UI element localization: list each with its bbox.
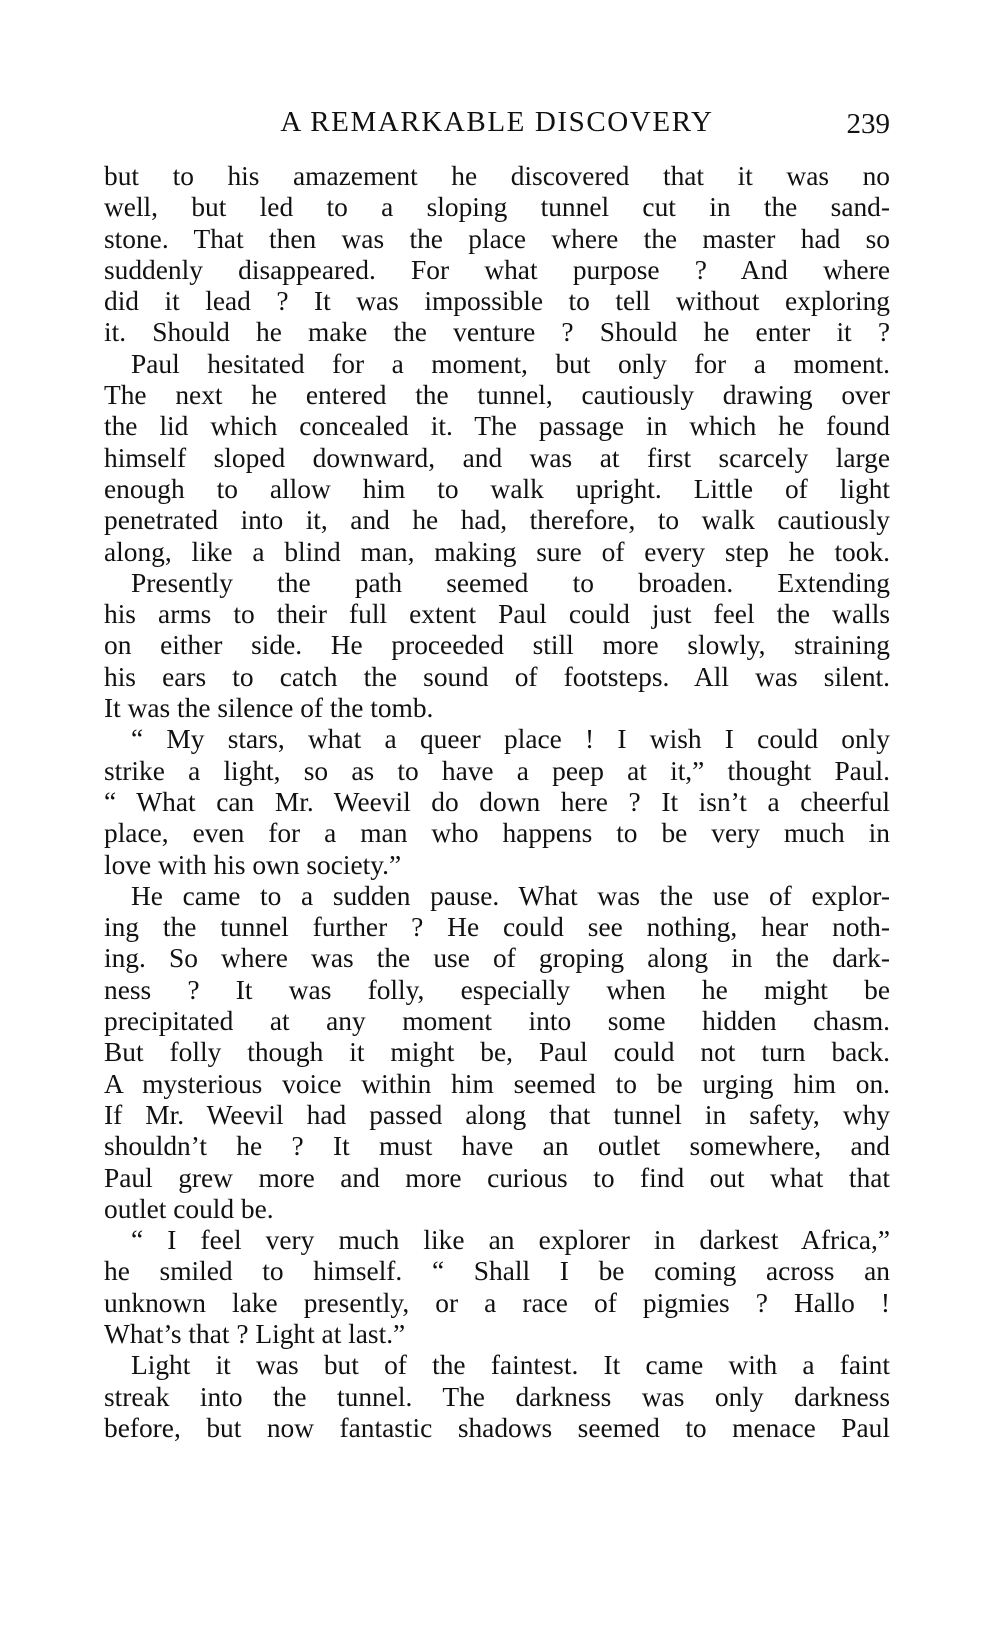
text-line: but to his amazement he discovered that it was no: [104, 161, 890, 191]
text-line: before, but now fantastic shadows seemed to menace Paul: [104, 1412, 890, 1443]
text-line: on either side. He proceeded still more slowly, straining: [104, 630, 890, 661]
text-line: It was the silence of the tomb.: [104, 693, 434, 724]
text-line: did it lead ? It was impossible to tell without exploring: [104, 286, 890, 317]
text-line: “ My stars, what a queer place ! I wish I could only: [131, 724, 890, 755]
text-line: ing. So where was the use of groping along in the dark-: [104, 943, 890, 974]
text-line: Paul hesitated for a moment, but only for a moment.: [131, 348, 890, 379]
text-line: But folly though it might be, Paul could not turn back.: [104, 1037, 890, 1068]
text-line: it. Should he make the venture ? Should he enter it ?: [104, 317, 890, 348]
running-head: [104, 102, 890, 142]
text-line: streak into the tunnel. The darkness was only darkness: [104, 1381, 890, 1412]
text-line: Light it was but of the faintest. It came with a faint: [131, 1350, 890, 1381]
running-title: A REMARKABLE DISCOVERY: [280, 106, 714, 138]
text-line: his arms to their full extent Paul could just feel the walls: [104, 599, 890, 630]
text-line: he smiled to himself. “ Shall I be coming across an: [104, 1256, 890, 1287]
text-line: Paul grew more and more curious to find out what that: [104, 1162, 890, 1193]
body-text: [104, 161, 890, 1444]
text-line: himself sloped downward, and was at first scarcely large: [104, 442, 890, 473]
text-line: ing the tunnel further ? He could see nothing, hear noth-: [104, 912, 890, 943]
text-line: well, but led to a sloping tunnel cut in the sand-: [104, 192, 890, 223]
text-line: What’s that ? Light at last.”: [104, 1318, 406, 1349]
text-line: He came to a sudden pause. What was the use of explor-: [131, 880, 890, 911]
text-line: place, even for a man who happens to be very much in: [104, 818, 890, 849]
text-line: strike a light, so as to have a peep at it,” thought Paul.: [104, 755, 890, 786]
text-line: the lid which concealed it. The passage in which he found: [104, 411, 890, 442]
text-line: A mysterious voice within him seemed to be urging him on.: [104, 1068, 890, 1099]
text-line: ness ? It was folly, especially when he might be: [104, 974, 890, 1005]
text-line: along, like a blind man, making sure of every step he took.: [104, 536, 890, 567]
text-line: outlet could be.: [104, 1193, 274, 1224]
text-line: enough to allow him to walk upright. Little of light: [104, 473, 890, 504]
text-line: penetrated into it, and he had, therefore, to walk cautiously: [104, 505, 890, 536]
text-line: precipitated at any moment into some hidden chasm.: [104, 1006, 890, 1037]
text-line: his ears to catch the sound of footsteps. All was silent.: [104, 661, 890, 692]
text-line: If Mr. Weevil had passed along that tunnel in safety, why: [104, 1099, 890, 1130]
text-line: love with his own society.”: [104, 849, 402, 880]
page-number: 239: [846, 108, 890, 140]
text-line: unknown lake presently, or a race of pigmies ? Hallo !: [104, 1287, 890, 1318]
text-line: The next he entered the tunnel, cautiously drawing over: [104, 380, 890, 411]
text-line: shouldn’t he ? It must have an outlet somewhere, and: [104, 1131, 890, 1162]
text-line: Presently the path seemed to broaden. Extending: [131, 567, 890, 598]
text-line: stone. That then was the place where the master had so: [104, 223, 890, 254]
text-line: “ I feel very much like an explorer in darkest Africa,”: [131, 1225, 890, 1256]
text-line: suddenly disappeared. For what purpose ? And where: [104, 254, 890, 285]
text-line: “ What can Mr. Weevil do down here ? It isn’t a cheerful: [104, 786, 890, 817]
